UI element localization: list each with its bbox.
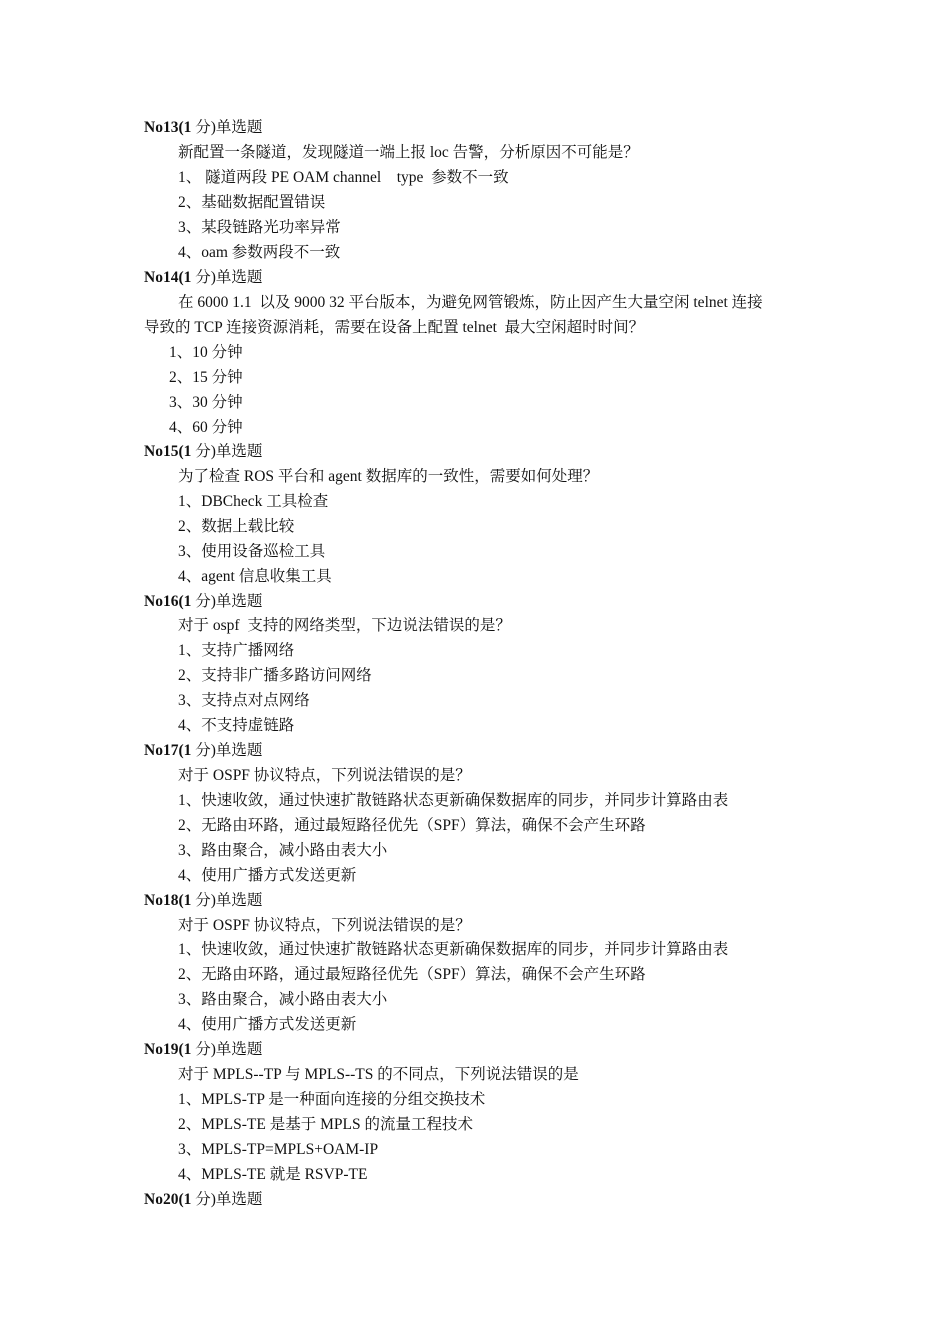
option: 2、无路由环路，通过最短路径优先（SPF）算法，确保不会产生环路 xyxy=(178,817,646,834)
option: 2、支持非广播多路访问网络 xyxy=(178,667,372,684)
option: 1、 隧道两段 PE OAM channel type 参数不一致 xyxy=(178,169,509,186)
question-type: 分)单选题 xyxy=(191,1041,263,1058)
question-header xyxy=(144,442,262,462)
question-text: 对于 MPLS--TP 与 MPLS--TS 的不同点，下列说法错误的是 xyxy=(178,1066,579,1083)
question-number: No14(1 xyxy=(144,269,192,286)
question-header xyxy=(144,1190,262,1210)
question-header xyxy=(144,592,262,612)
question-header xyxy=(144,1040,262,1060)
option: 1、10 分钟 xyxy=(169,344,243,361)
question-text: 为了检查 ROS 平台和 agent 数据库的一致性，需要如何处理？ xyxy=(178,468,599,485)
question-text: 对于 OSPF 协议特点，下列说法错误的是？ xyxy=(178,917,471,934)
question-number: No15(1 xyxy=(144,443,192,460)
option: 3、路由聚合，减小路由表大小 xyxy=(178,842,388,859)
question-text: 对于 OSPF 协议特点，下列说法错误的是？ xyxy=(178,767,471,784)
option: 3、MPLS-TP=MPLS+OAM-IP xyxy=(178,1141,379,1158)
question-number: No17(1 xyxy=(144,742,192,759)
option: 4、oam 参数两段不一致 xyxy=(178,244,341,261)
question-number: No19(1 xyxy=(144,1041,192,1058)
question-type: 分)单选题 xyxy=(191,269,263,286)
option: 4、agent 信息收集工具 xyxy=(178,568,332,585)
option: 4、使用广播方式发送更新 xyxy=(178,1016,357,1033)
question-type: 分)单选题 xyxy=(191,1191,263,1208)
option: 4、使用广播方式发送更新 xyxy=(178,867,357,884)
option: 4、不支持虚链路 xyxy=(178,717,295,734)
question-type: 分)单选题 xyxy=(191,892,263,909)
option: 3、路由聚合，减小路由表大小 xyxy=(178,991,388,1008)
option: 2、15 分钟 xyxy=(169,369,243,386)
option: 3、支持点对点网络 xyxy=(178,692,310,709)
option: 2、数据上载比较 xyxy=(178,518,295,535)
option: 3、30 分钟 xyxy=(169,394,243,411)
question-type: 分)单选题 xyxy=(191,443,263,460)
question-header xyxy=(144,268,262,288)
option: 2、基础数据配置错误 xyxy=(178,194,326,211)
option: 1、快速收敛，通过快速扩散链路状态更新确保数据库的同步，并同步计算路由表 xyxy=(178,792,729,809)
question-text-continued: 导致的 TCP 连接资源消耗，需要在设备上配置 telnet 最大空闲超时时间？ xyxy=(144,319,645,336)
option: 1、支持广播网络 xyxy=(178,642,295,659)
option: 3、使用设备巡检工具 xyxy=(178,543,326,560)
option: 1、MPLS-TP 是一种面向连接的分组交换技术 xyxy=(178,1091,486,1108)
option: 4、MPLS-TE 就是 RSVP-TE xyxy=(178,1166,368,1183)
question-number: No13(1 xyxy=(144,119,192,136)
question-number: No18(1 xyxy=(144,892,192,909)
question-header xyxy=(144,891,262,911)
question-header xyxy=(144,741,262,761)
question-type: 分)单选题 xyxy=(191,593,263,610)
question-type: 分)单选题 xyxy=(191,119,263,136)
question-number: No20(1 xyxy=(144,1191,192,1208)
option: 3、某段链路光功率异常 xyxy=(178,219,341,236)
question-header xyxy=(144,118,262,138)
option: 4、60 分钟 xyxy=(169,419,243,436)
option: 1、快速收敛，通过快速扩散链路状态更新确保数据库的同步，并同步计算路由表 xyxy=(178,941,729,958)
question-text: 新配置一条隧道，发现隧道一端上报 loc 告警，分析原因不可能是？ xyxy=(178,144,639,161)
question-type: 分)单选题 xyxy=(191,742,263,759)
question-text: 在 6000 1.1 以及 9000 32 平台版本，为避免网管锻炼，防止因产生大量空闲 telnet 连接 xyxy=(178,294,763,311)
option: 2、MPLS-TE 是基于 MPLS 的流量工程技术 xyxy=(178,1116,473,1133)
question-number: No16(1 xyxy=(144,593,192,610)
option: 1、DBCheck 工具检查 xyxy=(178,493,329,510)
option: 2、无路由环路，通过最短路径优先（SPF）算法，确保不会产生环路 xyxy=(178,966,646,983)
question-text: 对于 ospf 支持的网络类型，下边说法错误的是？ xyxy=(178,617,511,634)
